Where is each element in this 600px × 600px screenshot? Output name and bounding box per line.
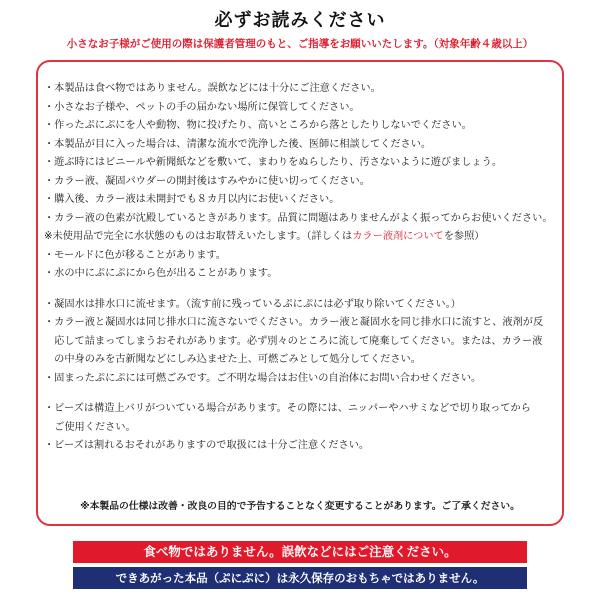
unused-replacement-text: ※未使用品で完全に水状態のものはお取替えいたします。（詳しくは [44, 231, 353, 242]
unused-replacement-suffix: を参照） [443, 231, 485, 242]
notice-line: ・カラー液、凝固パウダーの開封後はすみやかに使い切ってください。 [44, 175, 370, 187]
notice-line: ・購入後、カラー液は未開封でも８カ月以内にお使いください。 [44, 194, 340, 205]
notice-line: ・水の中にぷにぷにから色が出ることがあります。 [44, 268, 278, 279]
notice-list [44, 80, 564, 456]
spec-change-note: ※本製品の仕様は改善・改良の目的で予告することなく変更することがあります。ご了承ください。 [80, 501, 520, 512]
notice-line: ・本製品が目に入った場合は、清潔な流水で洗浄した後、医師に相談してください。 [44, 138, 432, 150]
color-liquid-link[interactable]: カラー液剤について [352, 231, 444, 242]
notice-line: ・本製品は食べ物ではありません。誤飲などには十分にご注意ください。 [44, 83, 381, 94]
age-warning: 小さなお子様がご使用の際は保護者管理のもと、ご指導をお願いいたします。（対象年齢４歳以上） [66, 38, 534, 50]
notice-line: ・ビーズは割れるおそれがありますので取扱には十分ご注意ください。 [44, 440, 370, 451]
notice-line: の中身のみを古新聞などにしみ込ませた上、可燃ごみとして処分してください。 [44, 354, 421, 365]
section-gap [44, 388, 564, 400]
notice-line: ・モールドに色が移ることがあります。 [44, 249, 226, 261]
section-gap [44, 284, 564, 296]
page-title: 必ずお読みください [214, 10, 386, 31]
notice-line: ・固まったぷにぷには可燃ごみです。ご不明な場合はお住いの自治体にお問い合わせください。 [44, 372, 482, 384]
not-permanent-banner: できあがった本品（ぷにぷに）は永久保存のおもちゃではありません。 [73, 567, 527, 589]
notice-line: ・カラー液と凝固水は同じ排水口に流さないでください。カラー液と凝固水を同じ排水口に流すと、液剤が反 [44, 317, 544, 328]
notice-line: 応して詰まってしまうおそれがあります。必ず別々のところに流して廃棄してください。または、カラー液 [44, 335, 543, 347]
notice-line: ・凝固水は排水口に流せます。（流す前に残っているぷにぷには必ず取り除いてください。） [44, 298, 461, 310]
notice-line: ・作ったぷにぷにを人や動物、物に投げたり、高いところから落としたりしないでください。 [44, 120, 472, 131]
not-food-banner: 食べ物ではありません。誤飲などにはご注意ください。 [73, 541, 527, 563]
notice-line: ご使用ください。 [44, 421, 136, 433]
notice-line: ・遊ぶ時にはビニールや新聞紙などを敷いて、まわりをぬらしたり、汚さないように遊びましょう。 [44, 157, 503, 168]
notice-line: ・カラー液の色素が沈殿しているときがあります。品質に問題はありませんがよく振ってからお使いください。 [44, 212, 553, 224]
unused-replacement-line [44, 228, 564, 247]
notice-line: ・ビーズは構造上バリがついている場合があります。その際には、ニッパーやハサミなどで切り取ってから [44, 403, 531, 414]
notice-line: ・小さなお子様や、ペットの手の届かない場所に保管してください。 [44, 101, 360, 113]
